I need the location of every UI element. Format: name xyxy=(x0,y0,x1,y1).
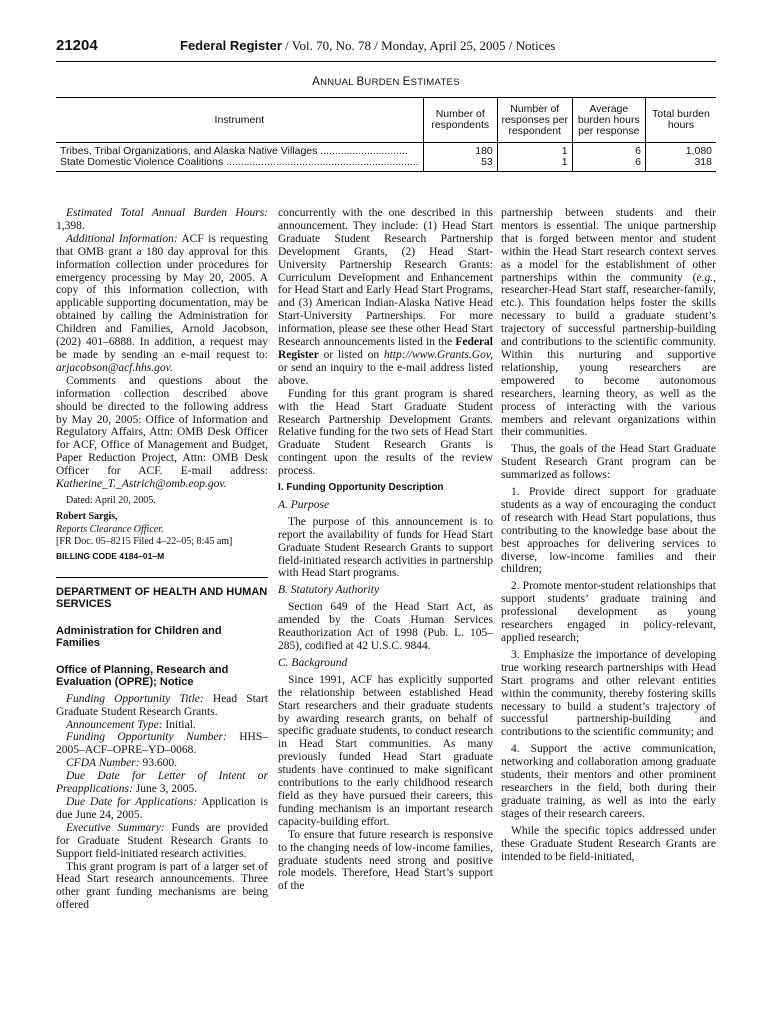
cell-instrument: State Domestic Violence Coalitions .................................................................. xyxy=(56,157,423,172)
subsection-heading: C. Background xyxy=(278,656,348,669)
paragraph: partnership between students and their mentors is essential. The unique partnership that is forged between mentor and student within the Head Start research context serves as a model for the establishment of other partnerships within the community (e.g., researcher-Head Start staff, researcher-family, etc.). This foundation helps foster the skills necessary to build a graduate student’s trajectory of successful partnership-building and contributions to the scientific community. Within this nurturing and supportive relationship, young researchers are empowered to become autonomous researchers, learning theory, as well as the process of interacting with the various members and relevant organizations within their communities. xyxy=(501,207,716,439)
paragraph: Comments and questions about the information collection described above should be directed to the following address by May 20, 2005: Office of Information and Regulatory Affairs, Attn: OMB Desk Officer for ACF, Office of Management and Budget, Paper Reduction Project, Attn: OMB Desk Officer for ACF. E-mail address: Katherine_T._Astrich@omb.eop.gov. xyxy=(56,374,268,491)
fr-doc-line: [FR Doc. 05–8215 Filed 4–22–05; 8:45 am] xyxy=(56,535,233,547)
publication-name: Federal Register xyxy=(180,38,282,53)
section-divider xyxy=(56,577,268,578)
paragraph: Executive Summary: Funds are provided for Graduate Student Research Grants to Support field-initiated research activities. xyxy=(56,821,268,860)
cell-responses: 1 xyxy=(497,143,572,158)
paragraph: Due Date for Letter of Intent or Preapplications: June 3, 2005. xyxy=(56,770,268,796)
section-heading: I. Funding Opportunity Description xyxy=(278,482,444,494)
header-instrument: Instrument xyxy=(56,98,423,143)
header-respondents: Number of respondents xyxy=(423,98,497,143)
paragraph: While the specific topics addressed under these Graduate Student Research Grants are intended to be field-initiated, xyxy=(501,824,716,863)
text-column-2 xyxy=(278,207,493,893)
header-total-hours: Total burden hours xyxy=(645,98,716,143)
paragraph: Thus, the goals of the Head Start Graduate Student Research Grant program can be summarized as follows: xyxy=(501,443,716,482)
cell-total-hours: 318 xyxy=(645,157,716,172)
paragraph: CFDA Number: 93.600. xyxy=(66,757,177,770)
grants-gov-link[interactable]: http://www.Grants.Gov, xyxy=(383,348,493,361)
paragraph: This grant program is part of a larger set of Head Start research announcements. Three other grant funding mechanisms are being offered xyxy=(56,860,268,912)
signer-title: Reports Clearance Officer. xyxy=(56,523,164,535)
burden-table xyxy=(56,97,716,172)
table-row xyxy=(56,157,716,172)
paragraph: concurrently with the one described in this announcement. They include: (1) Head Start Graduate Student Research Partnership Development Grants, (2) Head Start-University Partnership Research Grants: Curriculum Development and Enhancement for Head Start and Early Head Start Programs, and (3) American Indian-Alaska Native Head Start-University Partnerships. For more information, please see these other Head Start Research announcements listed in the Federal Register or listed on http://www.Grants.Gov, or send an inquiry to the e-mail address listed above. xyxy=(278,207,493,387)
paragraph: Since 1991, ACF has explicitly supported the relationship between established Head Start researchers and their graduate students by awarding research grants, on behalf of specific graduate students, to conduct research in Head Start communities. As many previously funded Head Start graduate students have continued to make significant contributions to the early childhood research field as they have pursued their careers, this funding mechanism is an important research capacity-building effort. xyxy=(278,673,493,828)
email-link[interactable]: Katherine_T._Astrich@omb.eop.gov. xyxy=(56,478,227,491)
table-header-row xyxy=(56,98,716,143)
header-responses: Number of responses per respondent xyxy=(497,98,572,143)
table-title: ANNUAL BURDEN ESTIMATES xyxy=(312,76,460,88)
list-item: 3. Emphasize the importance of developing true working research partnerships with Head Start programs and other relevant entities within the community, thereby fostering skills necessary to build a student’s trajectory of successful partnership-building and contributions to the scientific community; and xyxy=(501,648,716,739)
email-link[interactable]: arjacobson@acf.hhs.gov. xyxy=(56,361,173,374)
signer-name: Robert Sargis, xyxy=(56,510,118,522)
paragraph: Funding Opportunity Title: Head Start Graduate Student Research Grants. xyxy=(56,692,268,718)
subsection-heading: A. Purpose xyxy=(278,498,330,511)
cell-responses: 1 xyxy=(497,157,572,172)
department-heading: DEPARTMENT OF HEALTH AND HUMAN SERVICES xyxy=(56,585,268,611)
running-header xyxy=(56,37,716,59)
issue-info: / Vol. 70, No. 78 / Monday, April 25, 2005 / Notices xyxy=(281,38,556,53)
paragraph: Announcement Type: Initial. xyxy=(66,718,196,731)
cell-instrument: Tribes, Tribal Organizations, and Alaska Native Villages .............................. xyxy=(60,145,408,157)
subsection-heading: B. Statutory Authority xyxy=(278,584,380,597)
paragraph: The purpose of this announcement is to report the availability of funds for Head Start Graduate Student Research Grants to support field-initiated research activities in partnership with Head Start programs. xyxy=(278,515,493,580)
header-rule xyxy=(56,61,716,62)
running-head xyxy=(180,38,555,54)
list-item: 2. Promote mentor-student relationships that support students’ graduate training and professional development as young researchers engaged in policy-relevant, applied research; xyxy=(501,580,716,644)
cell-respondents: 53 xyxy=(423,157,497,172)
billing-code: BILLING CODE 4184–01–M xyxy=(56,550,165,561)
list-item: 4. Support the active communication, networking and collaboration among graduate students, their mentors and other prominent researchers in the field, both during their graduate training, as well as into the early stages of their research careers. xyxy=(501,743,716,820)
text-column-3 xyxy=(501,207,716,863)
paragraph: Due Date for Applications: Application is due June 24, 2005. xyxy=(56,796,268,821)
paragraph: Additional Information: ACF is requesting that OMB grant a 180 day approval for this information collection under procedures for emergency processing by May 20, 2005. A copy of this information collection, with applicable supporting documentation, may be obtained by calling the Administration for Children and Families, Arnold Jacobson, (202) 401–6888. In addition, a request may be made by sending an e-mail request to: arjacobson@acf.hhs.gov. xyxy=(56,232,268,374)
cell-respondents: 180 xyxy=(423,143,497,158)
table-row xyxy=(56,143,716,158)
cell-avg-hours: 6 xyxy=(572,157,645,172)
cell-total-hours: 1,080 xyxy=(645,143,716,158)
cell-avg-hours: 6 xyxy=(572,143,645,158)
paragraph: Funding Opportunity Number: HHS–2005–ACF–OPRE–YD–0068. xyxy=(56,731,269,757)
paragraph: To ensure that future research is responsive to the changing needs of low-income families, graduate students need strong and positive role models. Therefore, Head Start’s support of the xyxy=(278,828,493,893)
office-heading: Office of Planning, Research and Evaluation (OPRE); Notice xyxy=(56,663,229,689)
list-item: 1. Provide direct support for graduate students as a way of encouraging the conduct of research with Head Start populations, thus contributing to the knowledge base about the best approaches for delivering services to diverse, low-income families and their children; xyxy=(501,486,716,576)
paragraph: Funding for this grant program is shared with the Head Start Graduate Student Research Partnership Development Grants. Relative funding for the two sets of Head Start Graduate Student Research Grants is contingent upon the results of the review process. xyxy=(278,387,493,478)
paragraph: Section 649 of the Head Start Act, as amended by the Coats Human Services Reauthorization Act of 1998 (Pub. L. 105–285), codified at 42 U.S.C. 9844. xyxy=(278,601,493,652)
page-number: 21204 xyxy=(56,37,98,54)
agency-heading: Administration for Children and Families xyxy=(56,624,222,650)
header-avg-hours: Average burden hours per response xyxy=(572,98,645,143)
text-column-1 xyxy=(56,207,268,912)
paragraph: Estimated Total Annual Burden Hours: 1,398. xyxy=(56,207,268,232)
dated-line: Dated: April 20, 2005. xyxy=(66,494,156,506)
